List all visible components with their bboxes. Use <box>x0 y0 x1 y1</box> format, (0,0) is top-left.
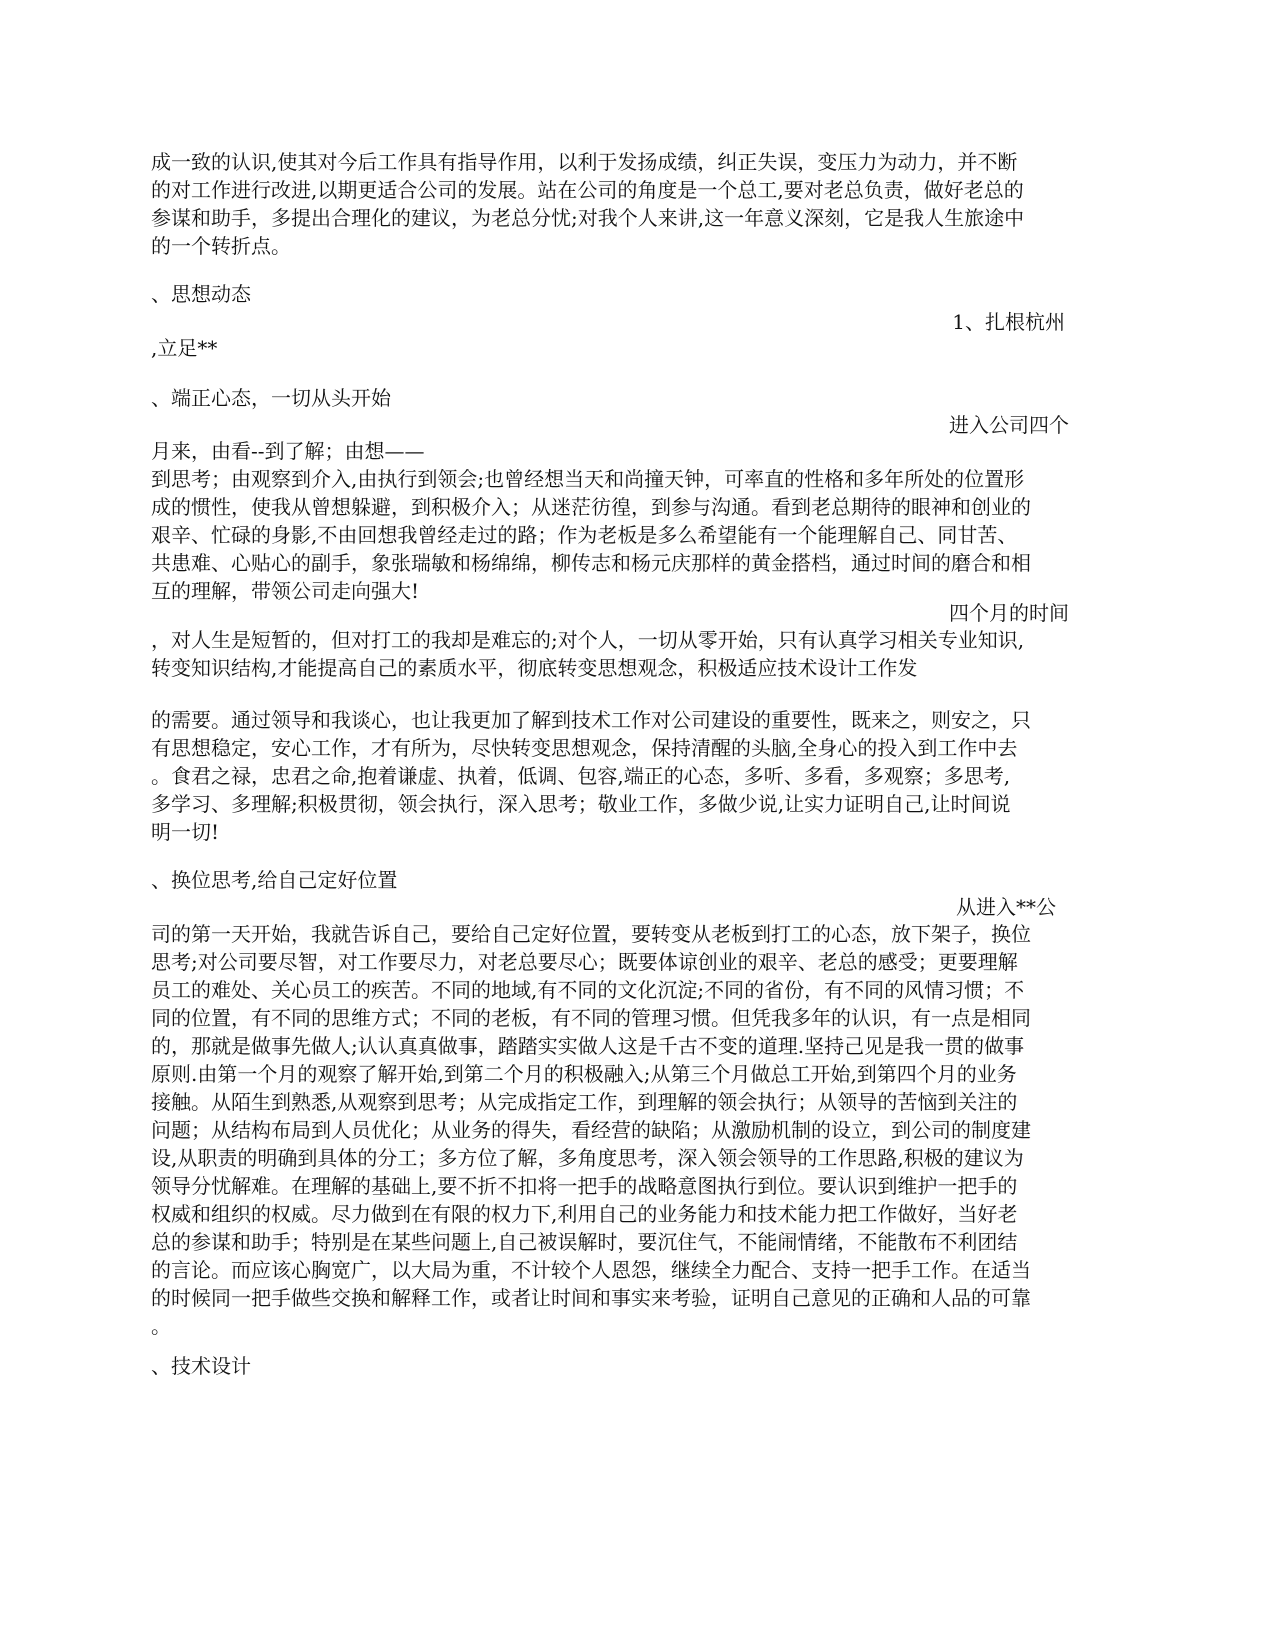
text-line: 多学习、多理解;积极贯彻，领会执行，深入思考；敬业工作，多做少说,让实力证明自己,让时间说 <box>151 792 1011 816</box>
text-line: 参谋和助手，多提出合理化的建议，为老总分忧;对我个人来讲,这一年意义深刻，它是我人生旅途中 <box>151 206 1025 230</box>
position-start <box>151 893 1056 921</box>
text-line: 四个月的时间 <box>949 601 1069 625</box>
text-line: 从进入**公 <box>956 895 1056 919</box>
section-heading: 、换位思考,给自己定好位置 <box>151 868 398 892</box>
text-line: 有思想稳定，安心工作，才有所为，尽快转变思想观念，保持清醒的头脑,全身心的投入到工作中去 <box>151 736 1018 760</box>
heading-tech <box>151 1352 1121 1380</box>
text-line: 员工的难处、关心员工的疾苦。不同的地域,有不同的文化沉淀;不同的省份，有不同的风情习惯；不 <box>151 978 1025 1002</box>
text-line: 司的第一天开始，我就告诉自己，要给自己定好位置，要转变从老板到打工的心态，放下架子，换位 <box>151 922 1031 946</box>
text-line: 领导分忧解难。在理解的基础上,要不折不扣将一把手的战略意图执行到位。要认识到维护一把手的 <box>151 1174 1018 1198</box>
text-line: 互的理解，带领公司走向强大! <box>151 579 420 603</box>
text-line: 的时候同一把手做些交换和解释工作，或者让时间和事实来考验，证明自己意见的正确和人品的可靠 <box>151 1286 1031 1310</box>
text-line: 同的位置，有不同的思维方式；不同的老板，有不同的管理习惯。但凭我多年的认识，有一点是相同 <box>151 1006 1031 1030</box>
paragraph-attitude <box>151 437 1121 605</box>
text-line: ，对人生是短暂的，但对打工的我却是难忘的;对个人，一切从零开始，只有认真学习相关专业知识, <box>151 628 1025 652</box>
text-line: 设,从职责的明确到具体的分工；多方位了解，多角度思考，深入领会领导的工作思路,积极的建议为 <box>151 1146 1024 1170</box>
attitude-start <box>151 411 1069 439</box>
text-line: 原则.由第一个月的观察了解开始,到第二个月的积极融入;从第三个月做总工开始,到第四个月的业务 <box>151 1062 1017 1086</box>
text-line: 权威和组织的权威。尽力做到在有限的权力下,利用自己的业务能力和技术能力把工作做好，当好老 <box>151 1202 1018 1226</box>
text-line: 转变知识结构,才能提高自己的素质水平，彻底转变思想观念，积极适应技术设计工作发 <box>151 656 918 680</box>
text-line: 的一个转折点。 <box>151 234 291 258</box>
section-heading: 、技术设计 <box>151 1354 251 1378</box>
text-line: 思考;对公司要尽智，对工作要尽力，对老总要尽心；既要体谅创业的艰辛、老总的感受；更要理解 <box>151 950 1018 974</box>
section-heading: 、思想动态 <box>151 282 251 306</box>
text-line: 共患难、心贴心的副手，象张瑞敏和杨绵绵，柳传志和杨元庆那样的黄金搭档，通过时间的磨合和相 <box>151 551 1031 575</box>
paragraph-months <box>151 626 1121 682</box>
subheading-text: ,立足** <box>151 336 218 360</box>
text-line: 的，那就是做事先做人;认认真真做事，踏踏实实做人这是千古不变的道理.坚持己见是我一贯的做事 <box>151 1034 1025 1058</box>
text-line: 到思考；由观察到介入,由执行到领会;也曾经想当天和尚撞天钟，可率直的性格和多年所处的位置形 <box>151 467 1025 491</box>
paragraph-intro <box>151 148 1121 260</box>
text-line: 明一切! <box>151 820 220 844</box>
heading-attitude <box>151 384 1121 412</box>
months-start <box>151 599 1069 627</box>
text-line: 的言论。而应该心胸宽广，以大局为重，不计较个人恩怨，继续全力配合、支持一把手工作。在适当 <box>151 1258 1031 1282</box>
text-line: 月来，由看--到了解；由想—— <box>151 439 425 463</box>
paragraph-position <box>151 920 1121 1340</box>
text-line: 的对工作进行改进,以期更适合公司的发展。站在公司的角度是一个总工,要对老总负责，做好老总的 <box>151 178 1024 202</box>
text-line: 的需要。通过领导和我谈心，也让我更加了解到技术工作对公司建设的重要性，既来之，则安之，只 <box>151 708 1031 732</box>
subheading-1 <box>151 308 1065 336</box>
paragraph-needs <box>151 706 1121 846</box>
subheading-1-continuation <box>151 334 1121 362</box>
heading-position <box>151 866 1121 894</box>
text-line: 。 <box>151 1314 171 1338</box>
text-line: 艰辛、忙碌的身影,不由回想我曾经走过的路；作为老板是多么希望能有一个能理解自己、同甘苦、 <box>151 523 1018 547</box>
text-line: 问题；从结构布局到人员优化；从业务的得失，看经营的缺陷；从激励机制的设立，到公司的制度建 <box>151 1118 1031 1142</box>
text-line: 总的参谋和助手；特别是在某些问题上,自己被误解时，要沉住气，不能闹情绪，不能散布不利团结 <box>151 1230 1018 1254</box>
heading-thought <box>151 280 1121 308</box>
text-line: 进入公司四个 <box>949 413 1069 437</box>
text-line: 成一致的认识,使其对今后工作具有指导作用，以利于发扬成绩，纠正失误，变压力为动力，并不断 <box>151 150 1018 174</box>
text-line: 接触。从陌生到熟悉,从观察到思考；从完成指定工作，到理解的领会执行；从领导的苦恼到关注的 <box>151 1090 1018 1114</box>
text-line: 。食君之禄，忠君之命,抱着谦虚、执着，低调、包容,端正的心态，多听、多看，多观察；多思考, <box>151 764 1011 788</box>
text-line: 成的惯性，使我从曾想躲避，到积极介入；从迷茫彷徨，到参与沟通。看到老总期待的眼神和创业的 <box>151 495 1031 519</box>
section-heading: 、端正心态，一切从头开始 <box>151 386 391 410</box>
subheading-text: 1、扎根杭州 <box>952 310 1065 334</box>
